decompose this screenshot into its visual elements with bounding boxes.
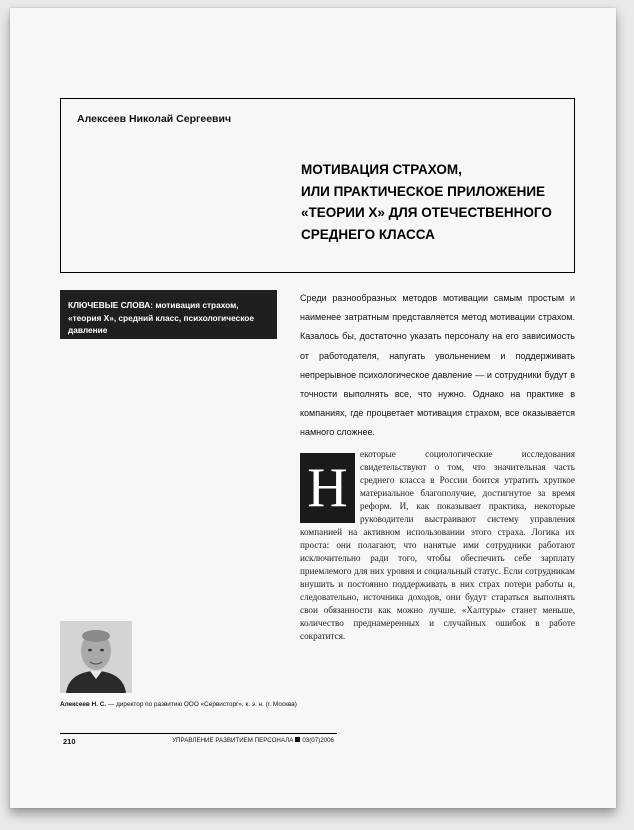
author-name: Алексеев Николай Сергеевич bbox=[77, 113, 232, 125]
title-line: СРЕДНЕГО КЛАССА bbox=[301, 226, 435, 242]
title-line: ИЛИ ПРАКТИЧЕСКОЕ ПРИЛОЖЕНИЕ bbox=[301, 183, 546, 199]
lead-paragraph: Среди разнообразных методов мотивации самым простым и наименее затратным представляется метод мотивации страхом. Казалось бы, достаточно указать персоналу на его зависимость от работодателя, напугать увольнением и поддерживать непрерывное психологическое давление — и сотрудники будут в точности выполнять все, что нужно. Однако на практике в компаниях, где процветает мотивация страхом, все оказывается намного сложнее. bbox=[300, 293, 575, 438]
page-footer bbox=[60, 733, 337, 748]
title-line: «ТЕОРИИ Х» ДЛЯ ОТЕЧЕСТВЕННОГО bbox=[301, 205, 552, 220]
journal-issue: 03(07)2006 bbox=[302, 737, 334, 744]
body-paragraph: екоторые социологические исследования свидетельствуют о том, что значительная часть среднего класса в России боится утратить хрупкое материальное благополучие, достигнутое за время реформ. И, как показывает практика, некоторые руководители выстраивают систему управления компанией на активном использовании этого страха. Логика их проста: они полагают, что нанятые ими сотрудники работают исключительно ради того, чтобы обеспечить себе зарплату приемлемого для них уровня и социальный статус. Если сотрудникам внушить и постоянно поддерживать в них страх потери работы и, следовательно, источника доходов, они будут стараться выполнять свои обязанности как можно лучше. «Халтуры» станет меньше, количество преднамеренных и случайных ошибок в работе сократится. bbox=[300, 449, 575, 641]
drop-cap: Н bbox=[300, 453, 355, 523]
caption-description: — директор по развитию ООО «Сервисторг», к. э. н. (г. Москва) bbox=[106, 701, 297, 708]
page-number: 210 bbox=[63, 737, 76, 746]
keywords-box: КЛЮЧЕВЫЕ СЛОВА: мотивация страхом, «теория Х», средний класс, психологическое давление bbox=[60, 290, 277, 339]
drop-cap-spacer bbox=[300, 448, 360, 520]
journal-info bbox=[172, 737, 334, 744]
journal-page bbox=[10, 8, 616, 808]
author-portrait-icon bbox=[60, 621, 132, 693]
caption-name: Алексеев Н. С. bbox=[60, 701, 107, 708]
body-text bbox=[300, 448, 575, 643]
journal-name: УПРАВЛЕНИЕ РАЗВИТИЕМ ПЕРСОНАЛА bbox=[172, 737, 294, 744]
article-title bbox=[301, 159, 571, 245]
square-bullet-icon bbox=[295, 737, 300, 742]
title-line: МОТИВАЦИЯ СТРАХОМ, bbox=[301, 162, 462, 177]
title-box bbox=[60, 98, 575, 273]
photo-caption bbox=[60, 701, 320, 708]
author-photo bbox=[60, 621, 132, 693]
